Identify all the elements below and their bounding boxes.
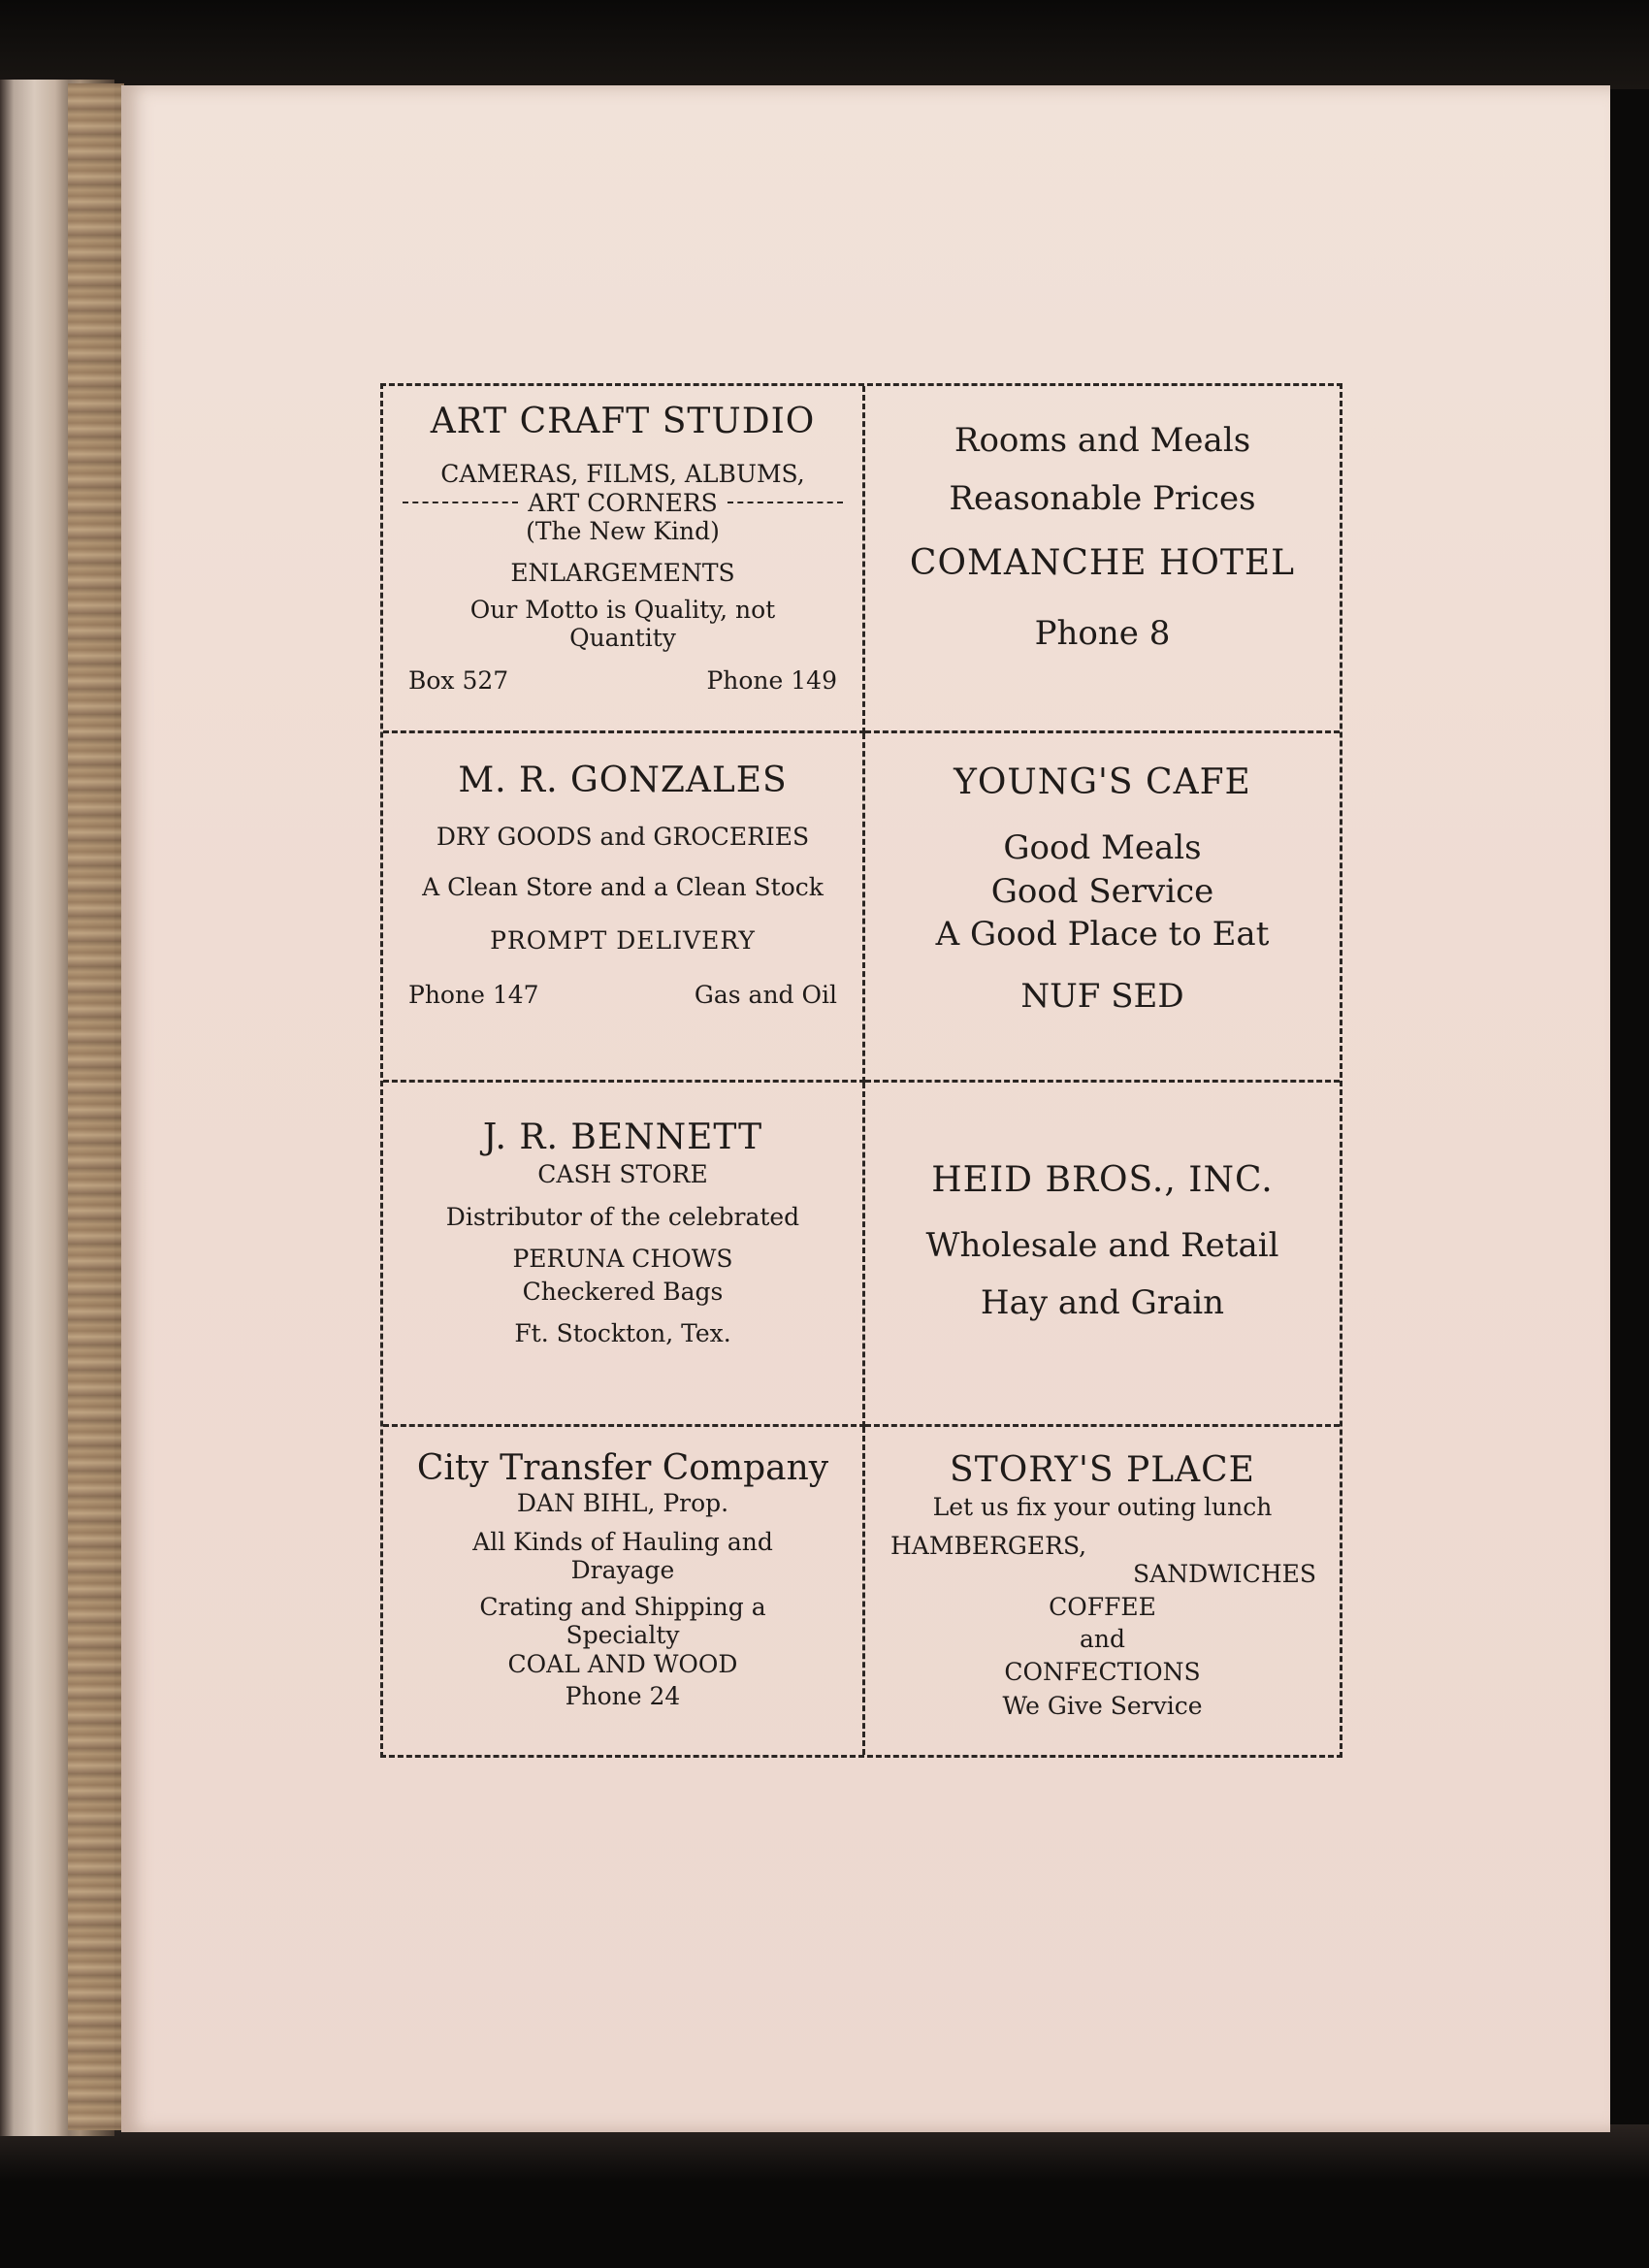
ad-youngs-cafe <box>865 733 1340 1083</box>
ad-line: Hay and Grain <box>980 1282 1225 1322</box>
ad-footer <box>403 666 843 695</box>
ad-line-with-rules <box>403 489 843 517</box>
ad-line: PERUNA CHOWS <box>512 1245 733 1274</box>
book-cover-top <box>0 0 1649 89</box>
ad-gonzales <box>383 733 865 1083</box>
ad-line: All Kinds of Hauling and <box>472 1527 773 1556</box>
ad-line: DAN BIHL, Prop. <box>516 1489 729 1518</box>
ad-phone: Phone 149 <box>706 665 837 695</box>
ad-line: Drayage <box>570 1556 675 1585</box>
ad-line: Good Meals <box>1003 828 1202 868</box>
ad-line: ENLARGEMENTS <box>510 559 735 588</box>
book-cover-bottom <box>0 2124 1649 2268</box>
ad-city-transfer <box>383 1427 865 1755</box>
ad-bennett <box>383 1083 865 1427</box>
ad-storys-place <box>865 1427 1340 1755</box>
ad-line: Reasonable Prices <box>949 479 1256 519</box>
ad-line: HAMBERGERS, <box>890 1531 1087 1560</box>
ad-line: PROMPT DELIVERY <box>490 926 756 956</box>
ad-line: Checkered Bags <box>522 1277 724 1306</box>
ad-line: COAL AND WOOD <box>507 1649 738 1678</box>
ad-title: COMANCHE HOTEL <box>909 543 1296 584</box>
ad-title: HEID BROS., INC. <box>931 1160 1274 1200</box>
ad-line: A Clean Store and a Clean Stock <box>422 872 824 901</box>
ad-line: (The New Kind) <box>526 516 720 545</box>
ad-title: STORY'S PLACE <box>950 1450 1255 1490</box>
ad-line: Wholesale and Retail <box>925 1226 1279 1266</box>
dash-rule <box>403 502 518 503</box>
ad-title: ART CRAFT STUDIO <box>430 402 816 441</box>
ad-title: M. R. GONZALES <box>458 761 788 800</box>
ad-line: CONFECTIONS <box>1004 1657 1201 1686</box>
ad-line: Rooms and Meals <box>954 421 1251 460</box>
ad-line: A Good Place to Eat <box>935 914 1270 954</box>
ad-heid-bros <box>865 1083 1340 1427</box>
ad-line: COFFEE <box>1049 1592 1156 1621</box>
ad-line: We Give Service <box>1002 1692 1203 1721</box>
ad-line: SANDWICHES <box>1133 1560 1316 1589</box>
ad-line: ART CORNERS <box>528 488 718 517</box>
ad-line: NUF SED <box>1020 976 1184 1016</box>
ad-line: Good Service <box>990 871 1214 911</box>
ad-line: CAMERAS, FILMS, ALBUMS, <box>440 460 805 489</box>
ad-box-number: Box 527 <box>408 665 509 695</box>
ad-line: Let us fix your outing lunch <box>932 1493 1273 1522</box>
ad-line: Our Motto is Quality, not <box>469 595 776 624</box>
advertisement-grid <box>380 383 1342 1758</box>
ad-title: YOUNG'S CAFE <box>954 762 1251 802</box>
ad-comanche-hotel <box>865 386 1340 733</box>
ad-title: J. R. BENNETT <box>482 1118 763 1157</box>
ad-art-craft-studio <box>383 386 865 733</box>
dash-rule <box>728 502 843 503</box>
ad-footer <box>403 981 843 1009</box>
ad-phone: Phone 24 <box>565 1682 681 1711</box>
ad-line: CASH STORE <box>537 1160 708 1189</box>
ad-line: DRY GOODS and GROCERIES <box>436 823 810 852</box>
ad-title: City Transfer Company <box>416 1448 829 1488</box>
ad-line: Quantity <box>569 624 676 653</box>
ad-line: Specialty <box>566 1621 680 1650</box>
ad-phone: Phone 8 <box>1034 613 1171 653</box>
ad-line: Distributor of the celebrated <box>445 1202 800 1231</box>
ad-line: and <box>1079 1625 1125 1654</box>
ad-phone: Phone 147 <box>408 980 539 1009</box>
book-binding <box>68 83 124 2130</box>
ad-line: Gas and Oil <box>694 980 837 1009</box>
ad-line: Crating and Shipping a <box>479 1592 766 1621</box>
ad-line: Ft. Stockton, Tex. <box>514 1319 731 1348</box>
